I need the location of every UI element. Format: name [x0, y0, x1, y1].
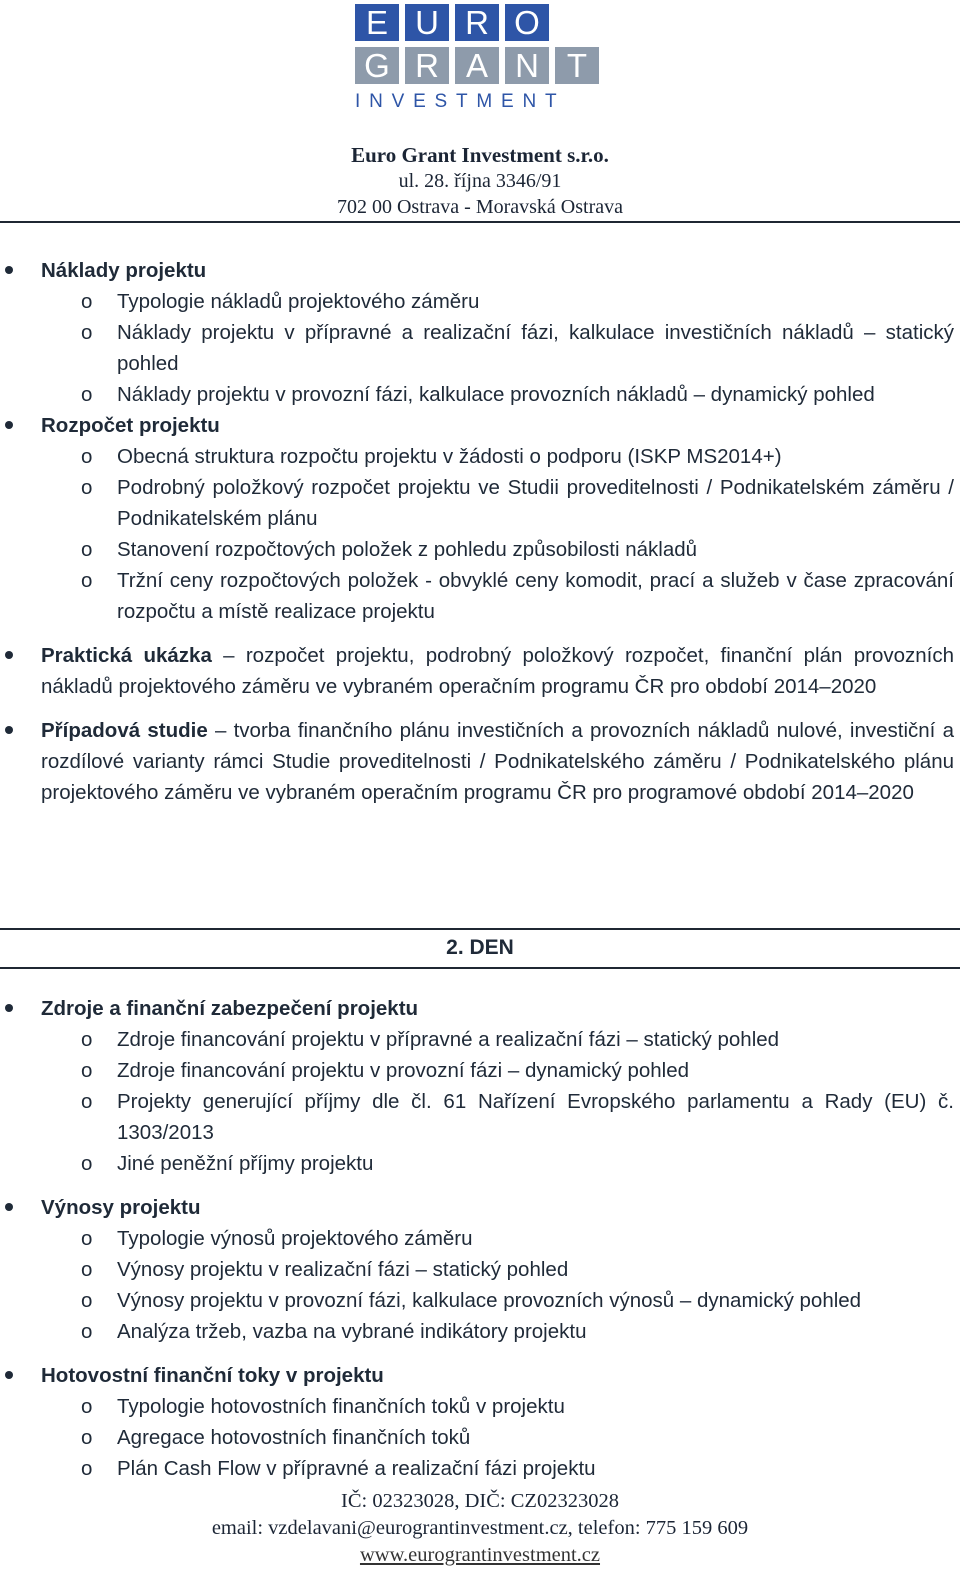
- list-item: [41, 1055, 954, 1086]
- logo-tile: O: [505, 4, 549, 41]
- circle-bullet-icon: o: [81, 321, 93, 344]
- list-item-text: Výnosy projektu v provozní fázi, kalkulace provozních výnosů – dynamický pohled: [117, 1289, 862, 1312]
- list-item-text: Typologie hotovostních finančních toků v projektu: [117, 1395, 565, 1418]
- list-item: [41, 1391, 954, 1422]
- footer-contact: email: vzdelavani@eurograntinvestment.cz, telefon: 775 159 609: [211, 1517, 749, 1539]
- section-title: Zdroje a finanční zabezpečení projektu: [41, 997, 419, 1020]
- section-title: Výnosy projektu: [41, 1196, 201, 1219]
- logo-tile: N: [505, 47, 549, 84]
- list-item: [41, 1086, 954, 1148]
- course-content: [0, 255, 960, 808]
- circle-bullet-icon: o: [81, 1426, 93, 1449]
- list-item-text: Stanovení rozpočtových položek z pohledu způsobilosti nákladů: [117, 538, 698, 561]
- logo-row-grant: [355, 47, 605, 84]
- bullet-icon: [5, 421, 13, 429]
- circle-bullet-icon: o: [81, 1395, 93, 1418]
- circle-bullet-icon: o: [81, 1457, 93, 1480]
- circle-bullet-icon: o: [81, 1028, 93, 1051]
- section-naklady: [0, 255, 960, 410]
- list-item-text: Analýza tržeb, vazba na vybrané indikátory projektu: [117, 1320, 587, 1343]
- circle-bullet-icon: o: [81, 290, 93, 313]
- section-prakticka-ukazka: [0, 640, 960, 702]
- circle-bullet-icon: o: [81, 1090, 93, 1113]
- list-item: [41, 565, 954, 627]
- circle-bullet-icon: o: [81, 1059, 93, 1082]
- list-item-text: Projekty generující příjmy dle čl. 61 Nařízení Evropského parlamentu a Rady (EU) č. 1303/2013: [117, 1090, 954, 1144]
- list-item-text: Obecná struktura rozpočtu projektu v žádosti o podporu (ISKP MS2014+): [117, 445, 782, 468]
- circle-bullet-icon: o: [81, 538, 93, 561]
- logo-tile: T: [555, 47, 599, 84]
- logo-tile: R: [455, 4, 499, 41]
- list-item: [41, 1422, 954, 1453]
- day-divider-top: [0, 928, 960, 930]
- list-item-text: Typologie výnosů projektového záměru: [117, 1227, 473, 1250]
- list-item-text: Náklady projektu v provozní fázi, kalkulace provozních nákladů – dynamický pohled: [117, 383, 875, 406]
- list-item-text: Jiné peněžní příjmy projektu: [117, 1152, 374, 1175]
- footer-website-link[interactable]: www.eurograntinvestment.cz: [359, 1544, 601, 1566]
- circle-bullet-icon: o: [81, 383, 93, 406]
- header-divider: [0, 221, 960, 223]
- bullet-icon: [5, 1371, 13, 1379]
- company-street: ul. 28. října 3346/91: [398, 170, 562, 192]
- list-item-text: Podrobný položkový rozpočet projektu ve Studii proveditelnosti / Podnikatelském záměru / Podnikatelském plánu: [117, 476, 954, 530]
- list-item-text: Zdroje financování projektu v přípravné a realizační fázi – statický pohled: [117, 1028, 780, 1051]
- paragraph-lead: Případová studie: [41, 719, 208, 742]
- bullet-icon: [5, 726, 13, 734]
- list-item-text: Zdroje financování projektu v provozní fázi – dynamický pohled: [117, 1059, 690, 1082]
- list-item: [41, 317, 954, 379]
- circle-bullet-icon: o: [81, 1227, 93, 1250]
- day-label: 2. DEN: [446, 936, 514, 959]
- bullet-icon: [5, 651, 13, 659]
- company-name: Euro Grant Investment s.r.o.: [351, 143, 609, 167]
- list-item: [41, 379, 954, 410]
- logo-tile: U: [405, 4, 449, 41]
- logo-tile: A: [455, 47, 499, 84]
- section-rozpocet: [0, 410, 960, 627]
- company-logo: [355, 4, 605, 116]
- day-divider-bottom: [0, 967, 960, 969]
- footer-company-ids: IČ: 02323028, DIČ: CZ02323028: [341, 1490, 619, 1512]
- logo-subtitle: INVESTMENT: [355, 91, 566, 112]
- list-item: [41, 441, 954, 472]
- list-item-text: Typologie nákladů projektového záměru: [117, 290, 480, 313]
- list-item: [41, 1316, 954, 1347]
- circle-bullet-icon: o: [81, 476, 93, 499]
- section-title: Rozpočet projektu: [41, 414, 220, 437]
- paragraph-text: – rozpočet projektu, podrobný položkový rozpočet, finanční plán provozních nákladů projektového záměru ve vybraném operačním programu ČR pro období 2014–2020: [41, 644, 954, 698]
- section-hotovostni-toky: [0, 1360, 960, 1484]
- circle-bullet-icon: o: [81, 1289, 93, 1312]
- logo-tile: E: [355, 4, 399, 41]
- section-vynosy: [0, 1192, 960, 1347]
- page-footer: [0, 1488, 960, 1569]
- list-item-text: Náklady projektu v přípravné a realizační fázi, kalkulace investičních nákladů – statický pohled: [117, 321, 954, 375]
- section-title: Náklady projektu: [41, 259, 207, 282]
- bullet-icon: [5, 266, 13, 274]
- section-title: Hotovostní finanční toky v projektu: [41, 1364, 384, 1387]
- list-item-text: Výnosy projektu v realizační fázi – statický pohled: [117, 1258, 569, 1281]
- company-header: [0, 142, 960, 220]
- list-item: [41, 1285, 954, 1316]
- circle-bullet-icon: o: [81, 1258, 93, 1281]
- circle-bullet-icon: o: [81, 1152, 93, 1175]
- list-item-text: Tržní ceny rozpočtových položek - obvyklé ceny komodit, prací a služeb v čase zpracování rozpočtu a místě realizace projektu: [117, 569, 954, 623]
- list-item: [41, 286, 954, 317]
- section-zdroje: [0, 993, 960, 1179]
- logo-tile: R: [405, 47, 449, 84]
- circle-bullet-icon: o: [81, 445, 93, 468]
- list-item: [41, 1223, 954, 1254]
- circle-bullet-icon: o: [81, 1320, 93, 1343]
- list-item: [41, 1148, 954, 1179]
- section-paragraph: [41, 640, 954, 702]
- list-item: [41, 472, 954, 534]
- logo-tile: G: [355, 47, 399, 84]
- paragraph-lead: Praktická ukázka: [41, 644, 212, 667]
- list-item: [41, 1254, 954, 1285]
- section-paragraph: [41, 715, 954, 808]
- paragraph-text: – tvorba finančního plánu investičních a provozních nákladů nulové, investiční a rozdílové varianty rámci Studie proveditelnosti / Podnikatelského záměru / Podnikatelského plánu projektového záměru ve vybraném operačním programu ČR pro programové období 2014–2020: [41, 719, 955, 804]
- course-content-day2: [0, 993, 960, 1484]
- bullet-icon: [5, 1203, 13, 1211]
- circle-bullet-icon: o: [81, 569, 93, 592]
- list-item: [41, 1024, 954, 1055]
- section-pripadova-studie: [0, 715, 960, 808]
- list-item: [41, 1453, 954, 1484]
- company-city: 702 00 Ostrava - Moravská Ostrava: [336, 196, 624, 218]
- bullet-icon: [5, 1004, 13, 1012]
- list-item-text: Plán Cash Flow v přípravné a realizační fázi projektu: [117, 1457, 596, 1480]
- logo-row-euro: [355, 4, 605, 41]
- list-item: [41, 534, 954, 565]
- list-item-text: Agregace hotovostních finančních toků: [117, 1426, 471, 1449]
